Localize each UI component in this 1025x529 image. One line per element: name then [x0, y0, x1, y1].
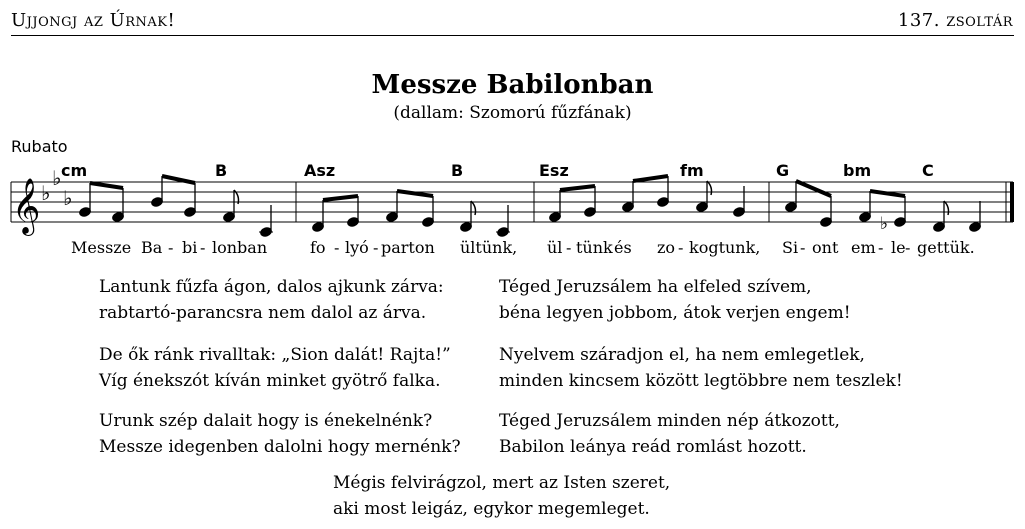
- lyric-syllable: -: [168, 238, 174, 257]
- lyric-syllable: Ba: [141, 238, 163, 257]
- stanza-line: Urunk szép dalait hogy is énekelnénk?: [99, 411, 433, 431]
- lyric-syllable: fo: [310, 238, 326, 257]
- chord-symbol: Esz: [539, 161, 569, 180]
- svg-text:♭: ♭: [52, 166, 62, 190]
- svg-text:♭: ♭: [880, 214, 889, 234]
- stanza-line: De ők ránk rivalltak: „Sion dalát! Rajta!”: [99, 345, 451, 365]
- lyric-syllable: -: [566, 238, 572, 257]
- stanza-4: [499, 274, 851, 326]
- stanza-line: rabtartó-parancsra nem dalol az árva.: [99, 303, 427, 323]
- stanza-1: [99, 274, 444, 326]
- chord-symbol: B: [451, 161, 464, 180]
- chord-symbol: bm: [843, 161, 872, 180]
- lyric-syllable: tünk: [576, 238, 613, 257]
- lyric-syllable: -: [678, 238, 684, 257]
- lyric-syllable: -: [200, 238, 206, 257]
- lyrics: [71, 238, 975, 257]
- lyric-syllable: parton: [381, 238, 435, 257]
- lyric-syllable: kogtunk,: [689, 238, 761, 257]
- lyric-syllable: le: [891, 238, 906, 257]
- svg-text:♭: ♭: [63, 186, 73, 210]
- chord-symbol: cm: [61, 161, 88, 180]
- lyric-syllable: -: [878, 238, 884, 257]
- lyric-syllable: em: [851, 238, 876, 257]
- stanza-2: [99, 342, 451, 394]
- lyric-syllable: -: [334, 238, 340, 257]
- lyric-syllable: ül: [547, 238, 563, 257]
- chord-symbol: G: [776, 161, 790, 180]
- lyric-syllable: zo: [657, 238, 676, 257]
- chord-symbols: [61, 161, 934, 180]
- lyric-syllable: -: [905, 238, 911, 257]
- music-score: [0, 150, 1025, 260]
- stanza-line: Messze idegenben dalolni hogy mernénk?: [99, 437, 461, 457]
- treble-clef-icon: 𝄞: [12, 178, 41, 234]
- stanza-line: béna legyen jobbom, átok verjen engem!: [499, 303, 851, 323]
- stanza-line: Téged Jeruzsálem ha elfeled szívem,: [499, 277, 812, 297]
- stanza-7: [333, 470, 670, 522]
- lyric-syllable: ont: [812, 238, 839, 257]
- stanza-line: Babilon leánya reád romlást hozott.: [499, 437, 807, 457]
- lyric-syllable: bi: [182, 238, 198, 257]
- stanza-line: Nyelvem száradjon el, ha nem emlegetlek,: [499, 345, 865, 365]
- chord-symbol: fm: [680, 161, 704, 180]
- chord-symbol: B: [215, 161, 228, 180]
- song-subtitle: (dallam: Szomorú fűzfának): [393, 103, 632, 123]
- header-rule: [11, 35, 1014, 36]
- lyric-syllable: ültünk,: [460, 238, 518, 257]
- lyric-syllable: Si: [782, 238, 799, 257]
- lyric-syllable: -: [800, 238, 806, 257]
- stanza-line: minden kincsem között legtöbbre nem teszlek!: [499, 371, 903, 391]
- lyric-syllable: Messze: [71, 238, 132, 257]
- stanza-3: [99, 408, 461, 460]
- stanza-line: Lantunk fűzfa ágon, dalos ajkunk zárva:: [99, 277, 444, 297]
- running-header-left: Ujjongj az Úrnak!: [11, 10, 176, 31]
- song-title: Messze Babilonban: [371, 70, 654, 100]
- stanza-6: [499, 408, 840, 460]
- lyric-syllable: lonban: [212, 238, 268, 257]
- svg-text:♭: ♭: [41, 181, 51, 205]
- lyric-syllable: lyó: [345, 238, 369, 257]
- tempo-marking: Rubato: [11, 137, 68, 156]
- running-header-right: 137. zsoltár: [897, 10, 1013, 31]
- lyric-syllable: -: [373, 238, 379, 257]
- chord-symbol: Asz: [304, 161, 336, 180]
- stanza-line: aki most leigáz, egykor megemleget.: [333, 499, 650, 519]
- stanza-5: [499, 342, 903, 394]
- stanza-line: Víg énekszót kíván minket gyötrő falka.: [99, 371, 441, 391]
- lyric-syllable: gettük.: [917, 238, 975, 257]
- stanza-line: Mégis felvirágzol, mert az Isten szeret,: [333, 473, 671, 493]
- chord-symbol: C: [922, 161, 934, 180]
- stanza-line: Téged Jeruzsálem minden nép átkozott,: [499, 411, 840, 431]
- lyric-syllable: és: [614, 238, 632, 257]
- notes: [78, 176, 981, 238]
